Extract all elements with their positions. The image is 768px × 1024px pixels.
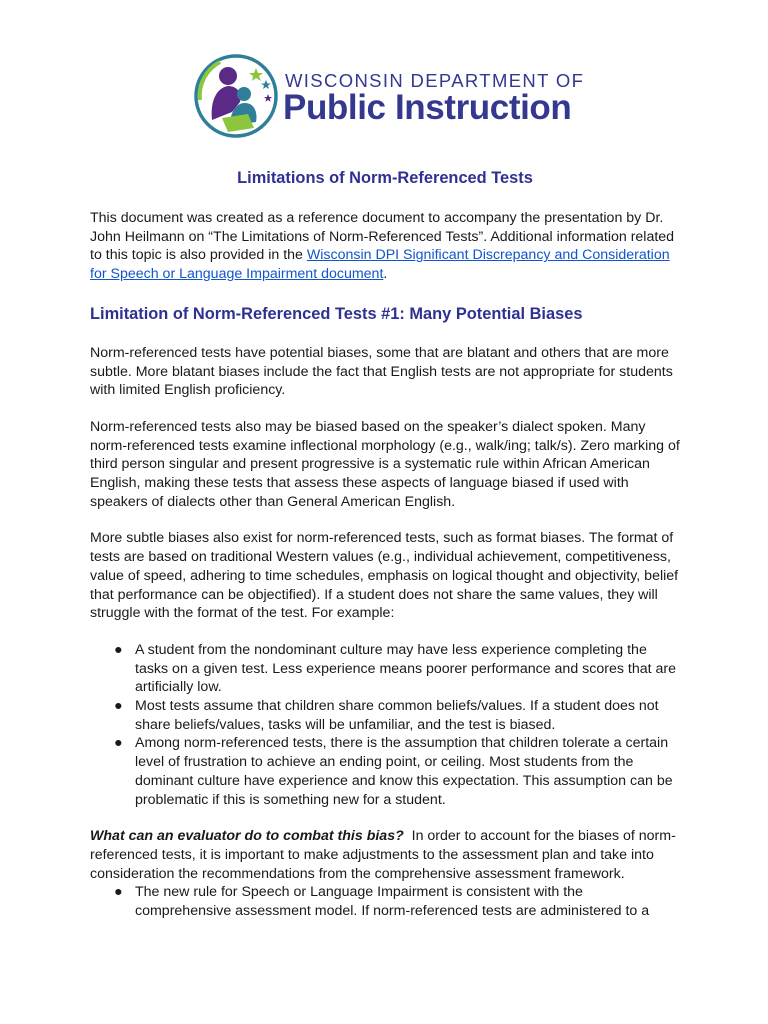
list-item bbox=[90, 697, 680, 734]
bias-examples-list bbox=[90, 641, 680, 809]
paragraph-format-bias: More subtle biases also exist for norm-referenced tests, such as format biases. The format of tests are based on traditional Western values (e.g., individual achievement, competitiveness, value of speed, adhering to time schedules, emphasis on logical thought and objectivity, belief that performance can be objectified). If a student does not share the same values, they will struggle with the format of the test. For example: bbox=[90, 530, 679, 622]
dpi-logo bbox=[192, 50, 585, 142]
list-item-text: Among norm-referenced tests, there is the assumption that children tolerate a certain level of frustration to achieve an ending point, or ceiling. Most students from the dominant culture have experience and know this expectation. This assumption can be problematic if this is something new for a student. bbox=[135, 735, 673, 808]
document-body bbox=[90, 166, 680, 921]
section-heading: Limitation of Norm-Referenced Tests #1: Many Potential Biases bbox=[90, 304, 583, 323]
bullet-icon: ● bbox=[114, 641, 123, 658]
intro-paragraph bbox=[90, 209, 680, 284]
list-item-text: The new rule for Speech or Language Impairment is consistent with the comprehensive assessment model. If norm-referenced tests are administered to a bbox=[135, 884, 650, 920]
bullet-icon: ● bbox=[114, 698, 123, 715]
combat-bias-list bbox=[90, 883, 680, 920]
intro-text-end: . bbox=[383, 266, 388, 283]
bullet-icon: ● bbox=[114, 735, 123, 752]
dpi-document-link[interactable]: Wisconsin DPI Significant Discrepancy and Consideration for Speech or Language Impairment document bbox=[90, 247, 670, 283]
list-item bbox=[90, 641, 680, 697]
list-item-text: A student from the nondominant culture may have less experience completing the tasks on a given test. Less experience means poorer performance and scores that are artificially low. bbox=[135, 641, 676, 696]
list-item bbox=[90, 734, 680, 809]
paragraph-blatant-biases: Norm-referenced tests have potential biases, some that are blatant and others that are more subtle. More blatant biases include the fact that English tests are not appropriate for students with limited English proficiency. bbox=[90, 344, 673, 399]
combat-bias-answer: In order to account for the biases of norm-referenced tests, it is important to make adjustments to the assessment plan and take into consideration the recommendations from the comprehensive assessment framework. bbox=[90, 828, 676, 882]
logo-agency-line: WISCONSIN DEPARTMENT OF bbox=[285, 70, 585, 91]
combat-bias-paragraph bbox=[90, 827, 680, 883]
document-title: Limitations of Norm-Referenced Tests bbox=[237, 169, 533, 187]
intro-text: This document was created as a reference document to accompany the presentation by Dr. John Heilmann on “The Limitations of Norm-Referenced Tests”. Additional information related to this topic is also provided in the bbox=[90, 210, 675, 264]
paragraph-dialect-bias: Norm-referenced tests also may be biased based on the speaker’s dialect spoken. Many norm-referenced tests examine inflectional morphology (e.g., walk/ing; talk/s). Zero marking of third person singular and present progressive is a systematic rule within African American English, making these tests that assess these aspects of language biased if used with speakers of dialects other than General American English. bbox=[90, 418, 680, 510]
list-item-text: Most tests assume that children share common beliefs/values. If a student does not share beliefs/values, tasks will be unfamiliar, and the test is biased. bbox=[135, 698, 659, 733]
list-item bbox=[90, 883, 680, 920]
combat-bias-question: What can an evaluator do to combat this bias? bbox=[90, 828, 404, 845]
dpi-emblem-icon bbox=[192, 50, 280, 142]
bullet-icon: ● bbox=[114, 884, 123, 901]
logo-name-line: Public Instruction bbox=[283, 88, 572, 127]
